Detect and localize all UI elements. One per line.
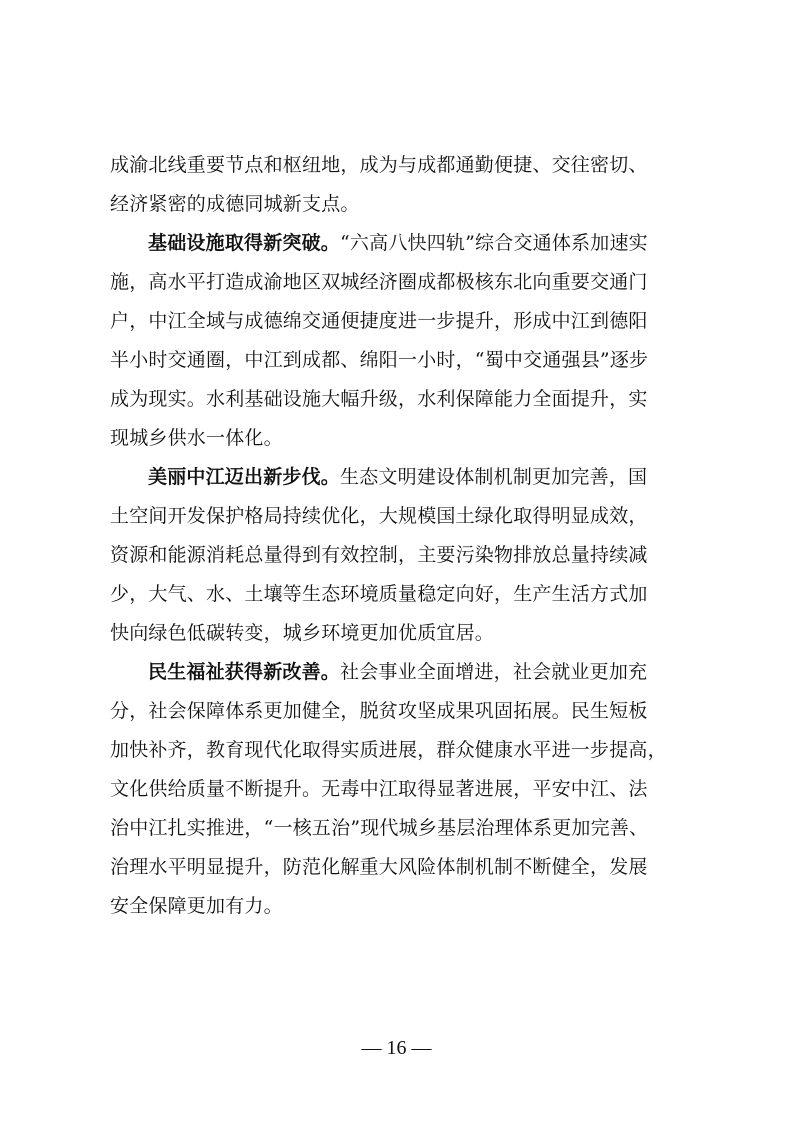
paragraph-line	[110, 267, 695, 297]
paragraph-line	[110, 345, 695, 375]
line-text: 资源和能源消耗总量得到有效控制，主要污染物排放总量持续减	[110, 544, 648, 566]
paragraph-heading: 民生福祉获得新改善。	[148, 661, 341, 683]
line-text: 现城乡供水一体化。	[110, 427, 283, 449]
line-text: 加快补齐，教育现代化取得实质进展，群众健康水平进一步提高，	[110, 739, 667, 761]
line-text: 户，中江全域与成德绵交通便捷度进一步提升，形成中江到德阳	[110, 310, 648, 332]
paragraph-line	[148, 228, 695, 258]
paragraph-line	[110, 306, 695, 336]
paragraph-line	[110, 384, 695, 414]
paragraph-line	[110, 774, 695, 804]
paragraph-line	[110, 618, 695, 648]
line-text: 社会事业全面增进，社会就业更加充	[340, 661, 648, 683]
paragraph-line	[110, 150, 695, 180]
line-text: 成为现实。水利基础设施大幅升级，水利保障能力全面提升，实	[110, 388, 648, 410]
paragraph-line	[110, 579, 695, 609]
line-text: 治理水平明显提升，防范化解重大风险体制机制不断健全，发展	[110, 856, 648, 878]
paragraph-line	[110, 813, 695, 843]
paragraph-line	[110, 891, 695, 921]
paragraph-line	[110, 501, 695, 531]
line-text: 分，社会保障体系更加健全，脱贫攻坚成果巩固拓展。民生短板	[110, 700, 648, 722]
paragraph-line	[148, 462, 695, 492]
paragraph-line	[110, 735, 695, 765]
line-text: 土空间开发保护格局持续优化，大规模国土绿化取得明显成效，	[110, 505, 648, 527]
paragraph-line	[110, 852, 695, 882]
page-number: — 16 —	[361, 1037, 432, 1059]
paragraph-line	[110, 696, 695, 726]
line-text: 治中江扎实推进，“一核五治”现代城乡基层治理体系更加完善、	[110, 817, 649, 839]
paragraph-heading: 基础设施取得新突破。	[148, 232, 341, 254]
line-text: 施，高水平打造成渝地区双城经济圈成都极核东北向重要交通门	[110, 271, 648, 293]
line-text: “六高八快四轨”综合交通体系加速实	[340, 232, 648, 254]
paragraph-line	[110, 189, 695, 219]
line-text: 快向绿色低碳转变，城乡环境更加优质宜居。	[110, 622, 495, 644]
paragraph-heading: 美丽中江迈出新步伐。	[148, 466, 341, 488]
line-text: 生态文明建设体制机制更加完善，国	[340, 466, 648, 488]
line-text: 文化供给质量不断提升。无毒中江取得显著进展，平安中江、法	[110, 778, 648, 800]
line-text: 半小时交通圈，中江到成都、绵阳一小时，“蜀中交通强县”逐步	[110, 349, 649, 371]
paragraph-line	[110, 423, 695, 453]
line-text: 少，大气、水、土壤等生态环境质量稳定向好，生产生活方式加	[110, 583, 648, 605]
paragraph-line	[148, 657, 695, 687]
line-text: 成渝北线重要节点和枢纽地，成为与成都通勤便捷、交往密切、	[110, 154, 648, 176]
paragraph-line	[110, 540, 695, 570]
line-text: 安全保障更加有力。	[110, 895, 283, 917]
line-text: 经济紧密的成德同城新支点。	[110, 193, 360, 215]
